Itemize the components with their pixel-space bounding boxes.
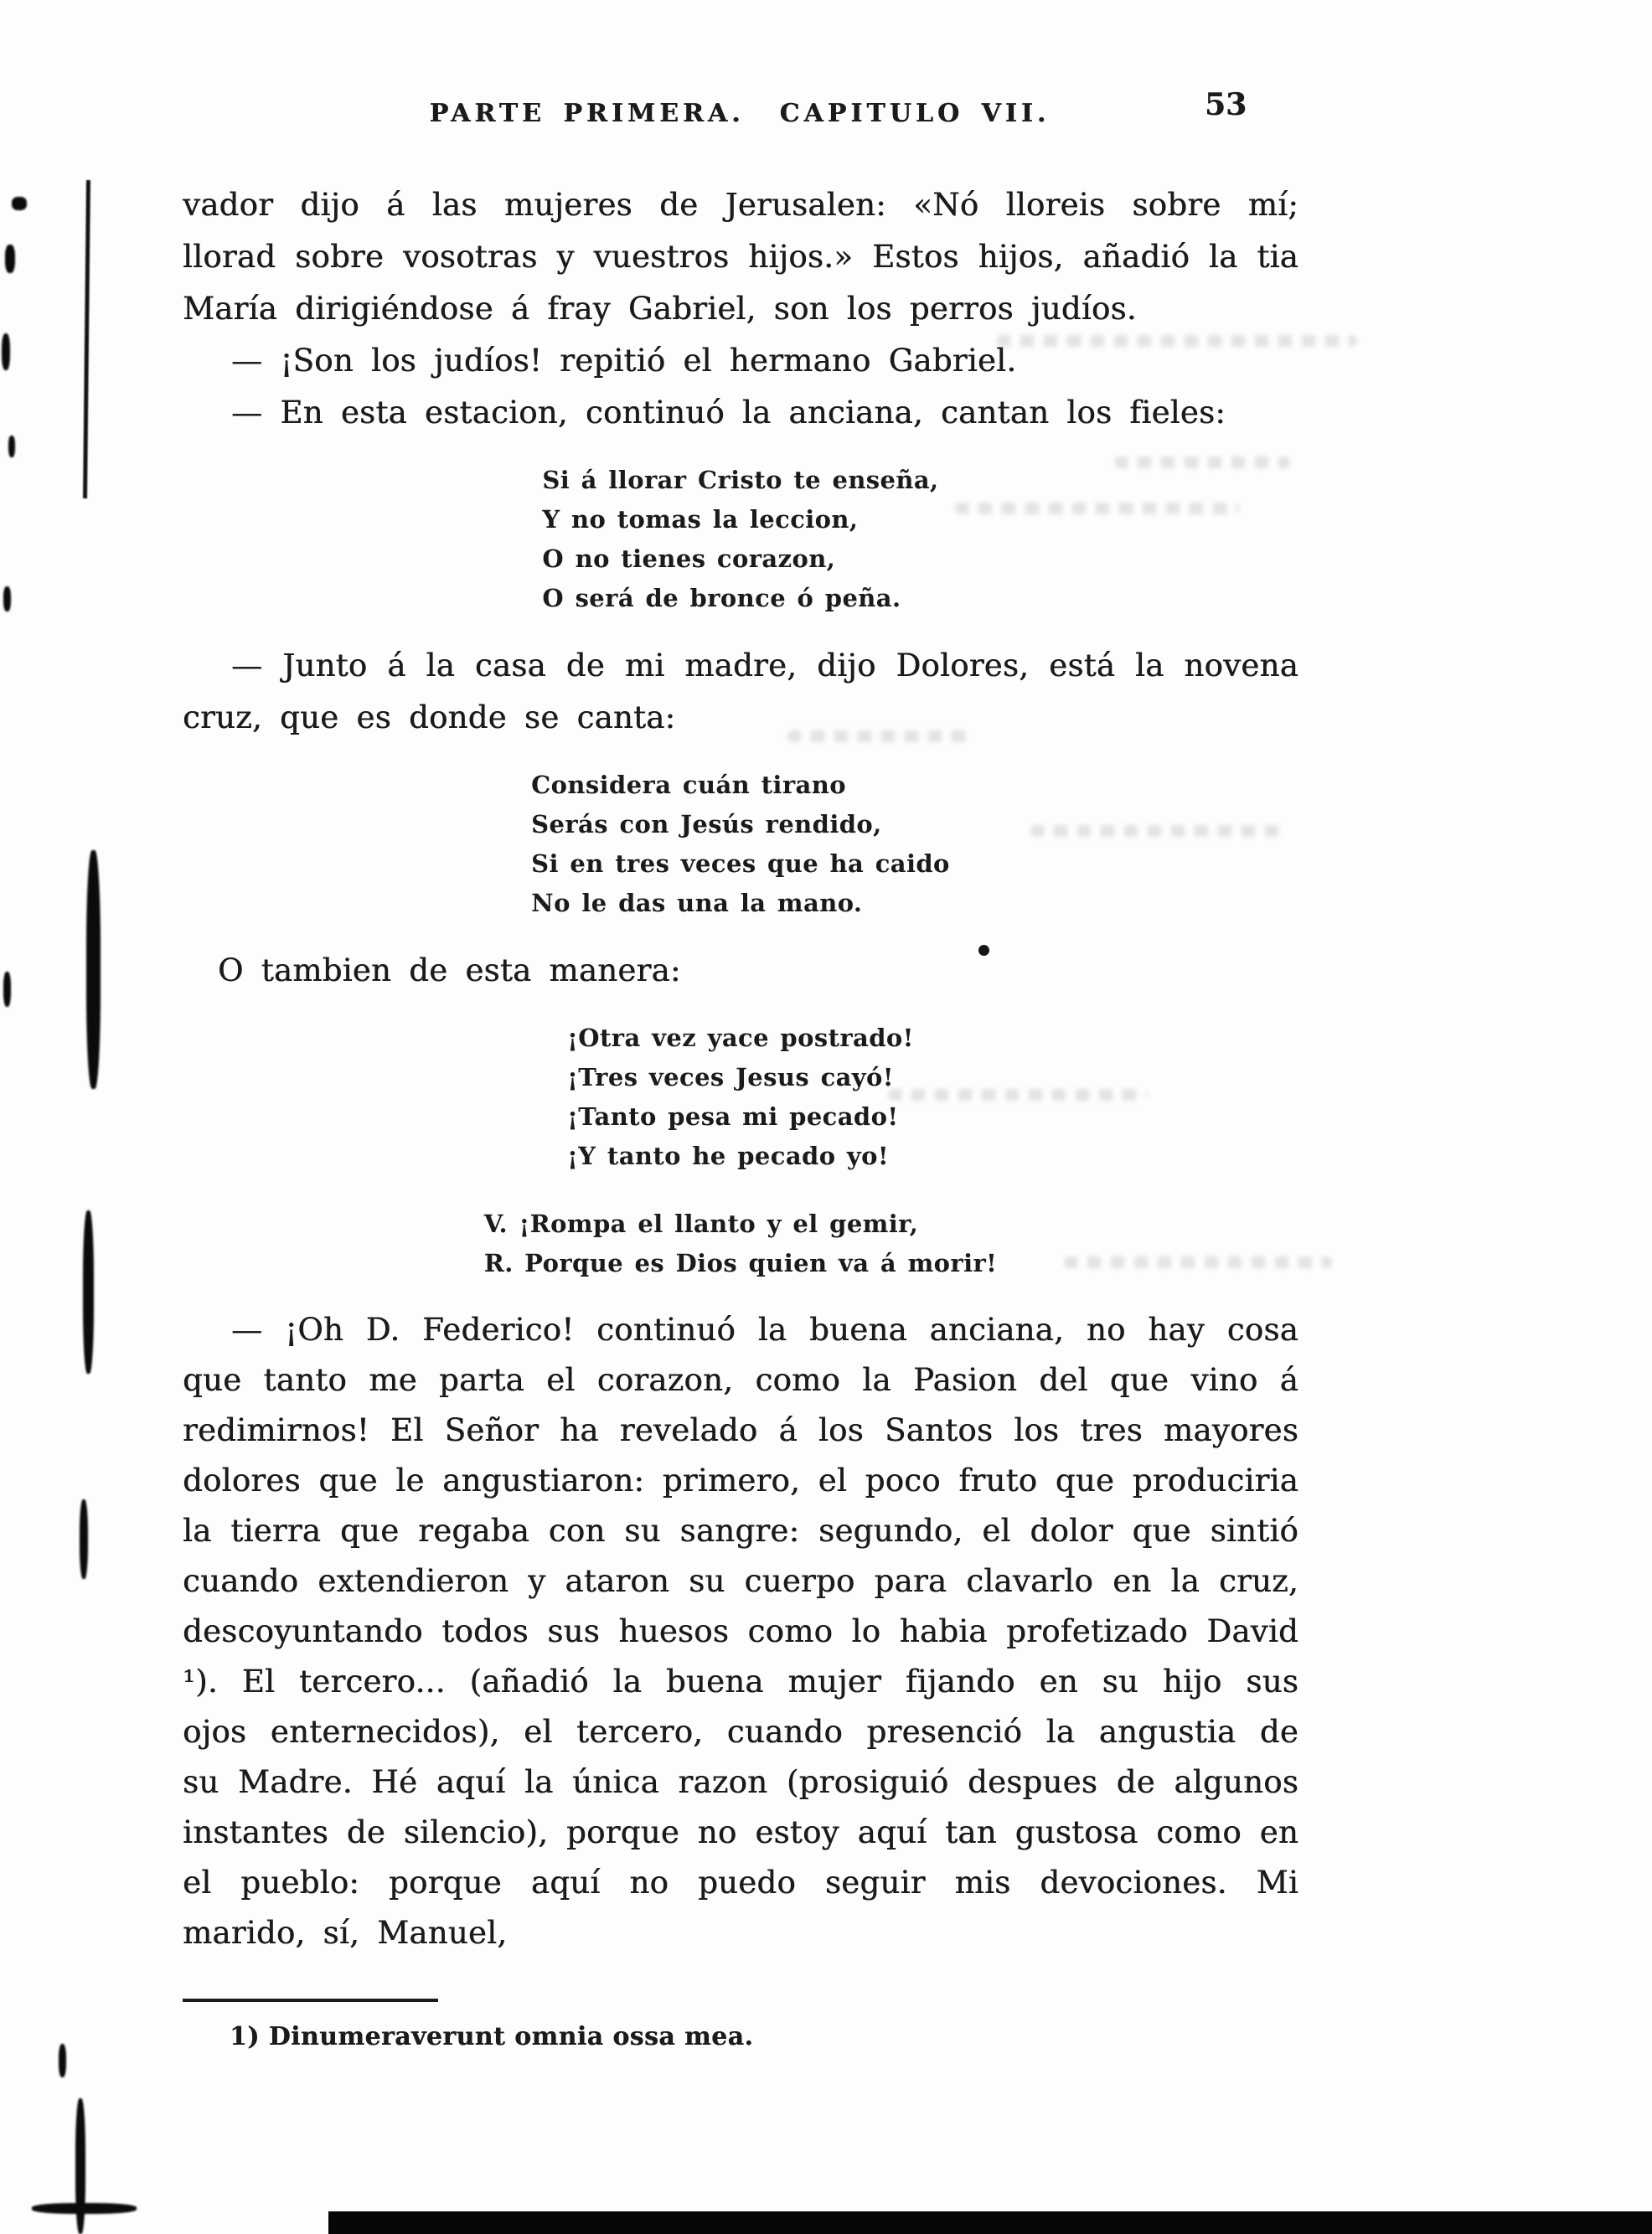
footnote-text: 1) Dinumeraverunt omnia ossa mea. bbox=[230, 2022, 754, 2051]
verse-line: Serás con Jesús rendido, bbox=[531, 810, 882, 838]
verse-line: R. Porque es Dios quien va á morir! bbox=[483, 1249, 998, 1277]
paragraph-dialog: — ¡Son los judíos! repitió el hermano Gabriel. bbox=[231, 343, 1017, 379]
footnote-separator-rule bbox=[183, 1999, 438, 2002]
binding-smudge bbox=[3, 972, 11, 1007]
verse-stanza bbox=[531, 766, 950, 923]
bleed-through-smudge bbox=[787, 730, 972, 742]
verse-line: ¡Y tanto he pecado yo! bbox=[567, 1142, 890, 1170]
verse-stanza bbox=[567, 1019, 914, 1176]
bleed-through-smudge bbox=[1114, 457, 1290, 468]
verse-line: ¡Tanto pesa mi pecado! bbox=[567, 1102, 899, 1131]
paragraph: O tambien de esta manera: bbox=[218, 952, 681, 988]
bleed-through-smudge bbox=[888, 1089, 1148, 1101]
page-number: 53 bbox=[1205, 87, 1247, 122]
bleed-through-smudge bbox=[1064, 1256, 1332, 1268]
binding-ink-bar bbox=[80, 1499, 88, 1579]
binding-smudge bbox=[2, 333, 10, 370]
paragraph-dialog: — ¡Oh D. Federico! continuó la buena anciana, no hay cosa que tanto me parta el corazon, como la Pasion del que vino á redimirnos! El Señor ha revelado á los Santos los tres mayores dolores que le angustiaron: primero, el poco fruto que produciria la tierra que regaba con su sangre: segundo, el dolor que sintió cuando extendieron y ataron su cuerpo para clavarlo en la cruz, descoyuntando todos sus huesos como lo habia profetizado David ¹). El tercero... (añadió la buena mujer fijando en su hijo sus ojos enternecidos), el tercero, cuando presenció la angustia de su Madre. Hé aquí la única razon (prosiguió despues de algunos instantes de silencio), porque no estoy aquí tan gustosa como en el pueblo: porque aquí no puedo seguir mis devociones. Mi marido, sí, Manuel, bbox=[183, 1312, 1298, 1951]
running-header-section: PARTE PRIMERA. bbox=[429, 99, 745, 128]
bleed-through-smudge bbox=[1030, 825, 1282, 837]
verse-line: O será de bronce ó peña. bbox=[542, 584, 901, 612]
paragraph-dialog: — En esta estacion, continuó la anciana, cantan los fieles: bbox=[231, 395, 1226, 431]
verse-line: No le das una la mano. bbox=[531, 889, 863, 917]
verse-line: V. ¡Rompa el llanto y el gemir, bbox=[483, 1210, 919, 1238]
verse-line: Si á llorar Cristo te enseña, bbox=[542, 466, 939, 494]
gutter-crease-line bbox=[83, 180, 90, 498]
binding-smudge bbox=[3, 586, 11, 611]
running-header bbox=[183, 99, 1297, 128]
binding-ink-bar bbox=[86, 850, 101, 1089]
binding-ink-bar bbox=[83, 1210, 94, 1374]
ink-dot-artifact bbox=[978, 945, 989, 956]
verse-line: Considera cuán tirano bbox=[531, 771, 846, 799]
corner-mark-horizontal bbox=[32, 2203, 137, 2214]
bleed-through-smudge bbox=[955, 503, 1240, 514]
verse-line: Si en tres veces que ha caido bbox=[531, 849, 950, 878]
paragraph-dialog: — Junto á la casa de mi madre, dijo Dolores, está la novena cruz, que es donde se canta: bbox=[183, 647, 1298, 735]
verse-line: ¡Otra vez yace postrado! bbox=[567, 1024, 914, 1052]
binding-smudge bbox=[12, 197, 27, 210]
running-header-chapter: CAPITULO VII. bbox=[779, 99, 1051, 128]
binding-smudge bbox=[5, 245, 15, 273]
binding-smudge bbox=[59, 2044, 66, 2077]
verse-line: O no tienes corazon, bbox=[542, 544, 836, 573]
verse-line: ¡Tres veces Jesus cayó! bbox=[567, 1063, 894, 1091]
paragraph-continuation: vador dijo á las mujeres de Jerusalen: «Nó lloreis sobre mí; llorad sobre vosotras y vuestros hijos.» Estos hijos, añadió la tia María dirigiéndose á fray Gabriel, son los perros judíos. bbox=[183, 187, 1298, 327]
bleed-through-smudge bbox=[997, 335, 1357, 347]
binding-smudge bbox=[8, 436, 15, 457]
bottom-scan-bar bbox=[328, 2211, 1652, 2234]
verse-stanza bbox=[542, 461, 938, 618]
verse-line: Y no tomas la leccion, bbox=[542, 505, 859, 534]
verse-responsory bbox=[484, 1205, 998, 1283]
